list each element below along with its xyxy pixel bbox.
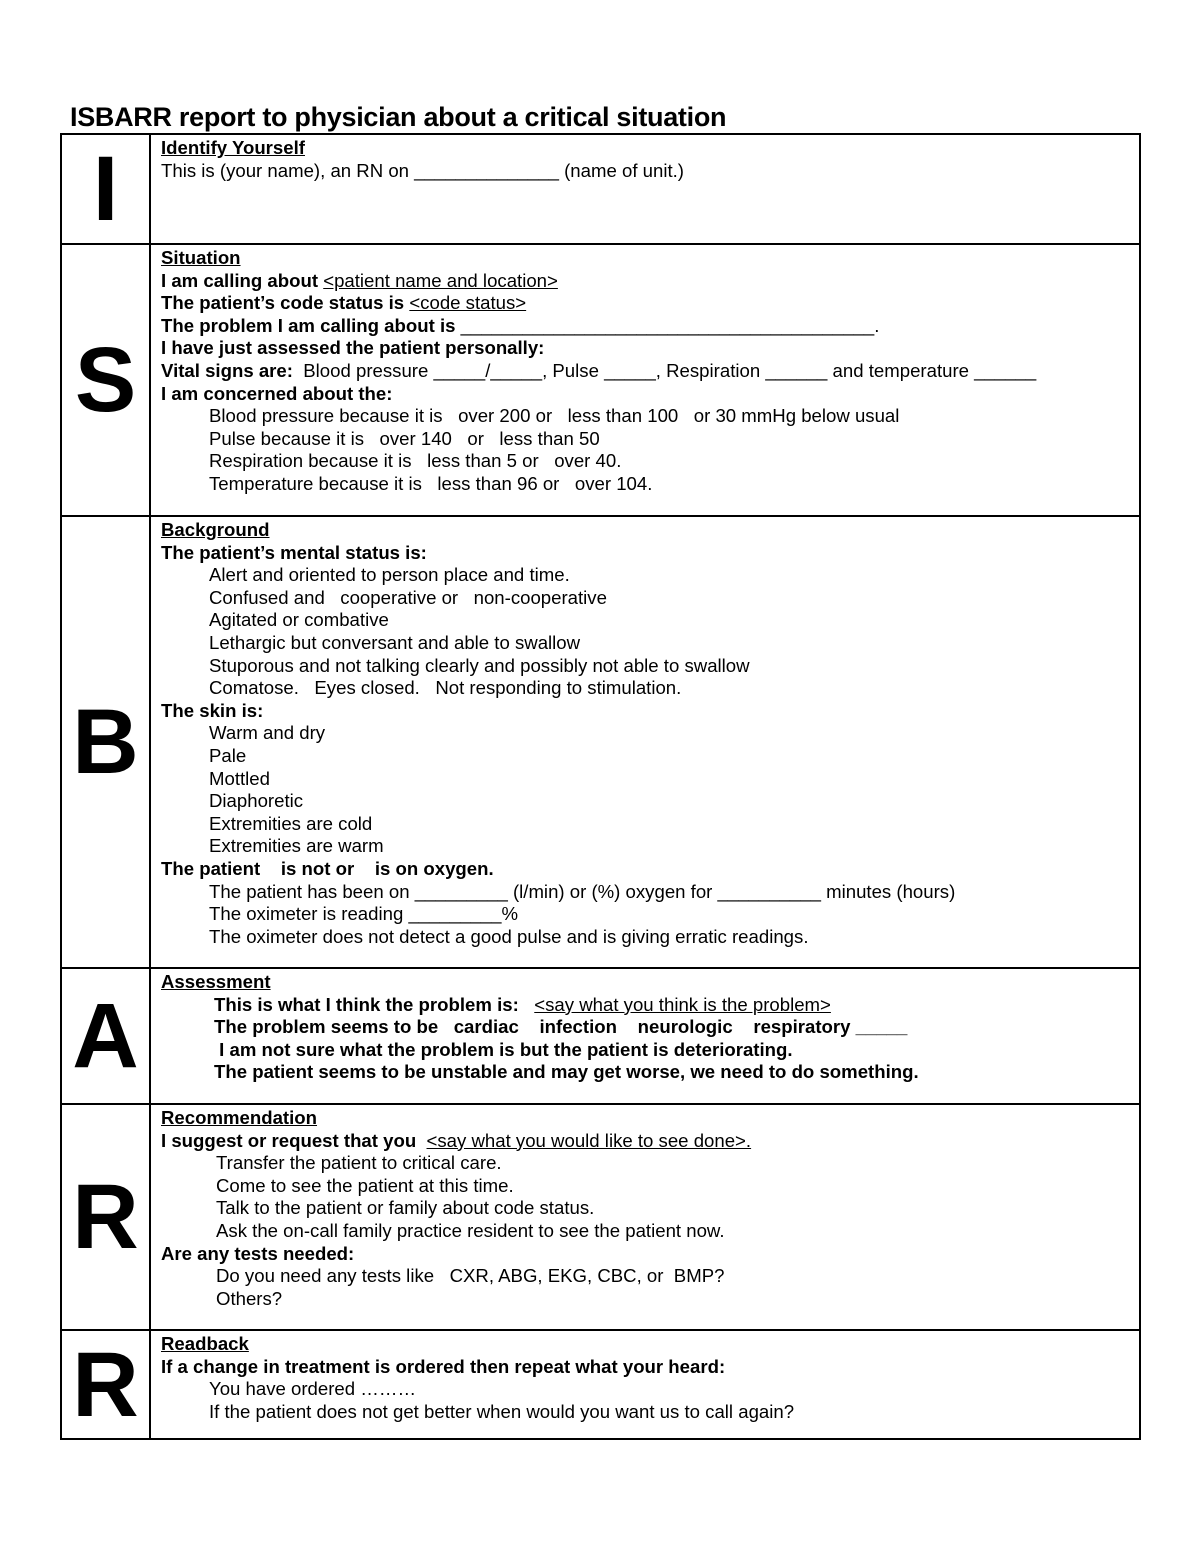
code-status-value: <code status> xyxy=(409,292,527,314)
readback-heading: Readback xyxy=(161,1333,249,1354)
think-label: This is what I think the problem is: xyxy=(214,993,519,1015)
row-assessment xyxy=(61,968,1140,1104)
recommendation-item: Come to see the patient at this time. xyxy=(216,1174,514,1196)
code-status-label: The patient’s code status is xyxy=(161,292,410,314)
calling-about-label: I am calling about xyxy=(161,269,324,291)
not-sure-line: I am not sure what the problem is but the patient is deteriorating. xyxy=(214,1038,793,1060)
mental-status-item: Agitated or combative xyxy=(209,609,389,631)
readback-item: If the patient does not get better when would you want us to call again? xyxy=(209,1400,795,1422)
row-recommendation xyxy=(61,1104,1140,1330)
identify-content xyxy=(150,134,1140,244)
skin-item: Mottled xyxy=(209,767,270,789)
letter-cell-r1 xyxy=(61,1104,150,1330)
mental-status-label: The patient’s mental status is: xyxy=(161,541,427,563)
seems-line: The problem seems to be cardiac infection neurologic respiratory _____ xyxy=(214,1016,908,1038)
recommendation-heading: Recommendation xyxy=(161,1107,318,1128)
recommendation-content xyxy=(150,1104,1140,1330)
skin-item: Extremities are warm xyxy=(209,835,384,857)
readback-content xyxy=(150,1330,1140,1439)
suggest-value: <say what you would like to see done>. xyxy=(426,1129,752,1151)
change-label: If a change in treatment is ordered then repeat what your heard: xyxy=(161,1355,726,1377)
section-letter-a: A xyxy=(72,985,139,1087)
section-letter-b: B xyxy=(72,691,139,793)
skin-item: Diaphoretic xyxy=(209,790,304,812)
readback-item: You have ordered ……… xyxy=(209,1378,417,1400)
calling-about-line xyxy=(161,270,1129,293)
oxygen-item: The oximeter does not detect a good pulse and is giving erratic readings. xyxy=(209,925,809,947)
code-status-line xyxy=(161,292,1129,315)
skin-label: The skin is: xyxy=(161,699,264,721)
mental-status-item: Lethargic but conversant and able to swallow xyxy=(209,631,581,653)
section-letter-r-readback: R xyxy=(72,1333,139,1436)
section-letter-r-recommendation: R xyxy=(72,1166,139,1268)
think-line xyxy=(161,994,1129,1017)
calling-about-value: <patient name and location> xyxy=(323,269,558,291)
letter-cell-b xyxy=(61,516,150,968)
letter-cell-a xyxy=(61,968,150,1104)
identify-heading: Identify Yourself xyxy=(161,137,305,158)
row-identify xyxy=(61,134,1140,244)
mental-status-item: Alert and oriented to person place and time. xyxy=(209,564,570,586)
problem-line xyxy=(161,315,1129,338)
tests-label: Are any tests needed: xyxy=(161,1242,355,1264)
row-readback xyxy=(61,1330,1140,1439)
oxygen-label: The patient is not or is on oxygen. xyxy=(161,857,494,879)
isbarr-table xyxy=(60,133,1141,1440)
concern-item: Respiration because it is less than 5 or over 40. xyxy=(209,450,622,472)
section-letter-s: S xyxy=(74,329,137,431)
skin-item: Warm and dry xyxy=(209,722,326,744)
vitals-text: Blood pressure _____/_____, Pulse _____, Respiration ______ and temperature ______ xyxy=(292,359,1037,381)
recommendation-item: Ask the on-call family practice resident to see the patient now. xyxy=(216,1219,725,1241)
think-value: <say what you think is the problem> xyxy=(534,993,831,1015)
identify-line: This is (your name), an RN on ______________ (name of unit.) xyxy=(161,159,684,181)
situation-heading: Situation xyxy=(161,247,241,268)
vitals-line xyxy=(161,360,1129,383)
letter-cell-s xyxy=(61,244,150,516)
row-situation xyxy=(61,244,1140,516)
tests-item: Do you need any tests like CXR, ABG, EKG, CBC, or BMP? xyxy=(216,1265,725,1287)
assessment-content xyxy=(150,968,1140,1104)
concern-item: Temperature because it is less than 96 or over 104. xyxy=(209,472,653,494)
letter-cell-i xyxy=(61,134,150,244)
letter-cell-r2 xyxy=(61,1330,150,1439)
suggest-line xyxy=(161,1130,1129,1153)
concerned-line: I am concerned about the: xyxy=(161,382,393,404)
oxygen-item: The oximeter is reading _________% xyxy=(209,903,519,925)
assessed-line: I have just assessed the patient personally: xyxy=(161,337,545,359)
situation-content xyxy=(150,244,1140,516)
oxygen-item: The patient has been on _________ (l/min) or (%) oxygen for __________ minutes (hours) xyxy=(209,880,956,902)
page-title: ISBARR report to physician about a critical situation xyxy=(70,102,727,132)
suggest-label: I suggest or request that you xyxy=(161,1129,427,1151)
concern-item: Pulse because it is over 140 or less than 50 xyxy=(209,427,600,449)
background-content xyxy=(150,516,1140,968)
mental-status-item: Confused and cooperative or non-cooperative xyxy=(209,586,607,608)
problem-label: The problem I am calling about is xyxy=(161,314,461,336)
tests-item: Others? xyxy=(216,1287,283,1309)
vitals-label: Vital signs are: xyxy=(161,359,293,381)
mental-status-item: Stuporous and not talking clearly and possibly not able to swallow xyxy=(209,654,750,676)
skin-item: Pale xyxy=(209,744,247,766)
assessment-heading: Assessment xyxy=(161,971,271,992)
section-letter-i: I xyxy=(92,138,119,240)
background-heading: Background xyxy=(161,519,270,540)
concern-item: Blood pressure because it is over 200 or less than 100 or 30 mmHg below usual xyxy=(209,405,900,427)
unstable-line: The patient seems to be unstable and may get worse, we need to do something. xyxy=(214,1061,919,1083)
row-background xyxy=(61,516,1140,968)
skin-item: Extremities are cold xyxy=(209,812,373,834)
problem-blank: ________________________________________. xyxy=(460,314,880,336)
recommendation-item: Transfer the patient to critical care. xyxy=(216,1152,502,1174)
mental-status-item: Comatose. Eyes closed. Not responding to stimulation. xyxy=(209,677,682,699)
recommendation-item: Talk to the patient or family about code status. xyxy=(216,1197,595,1219)
